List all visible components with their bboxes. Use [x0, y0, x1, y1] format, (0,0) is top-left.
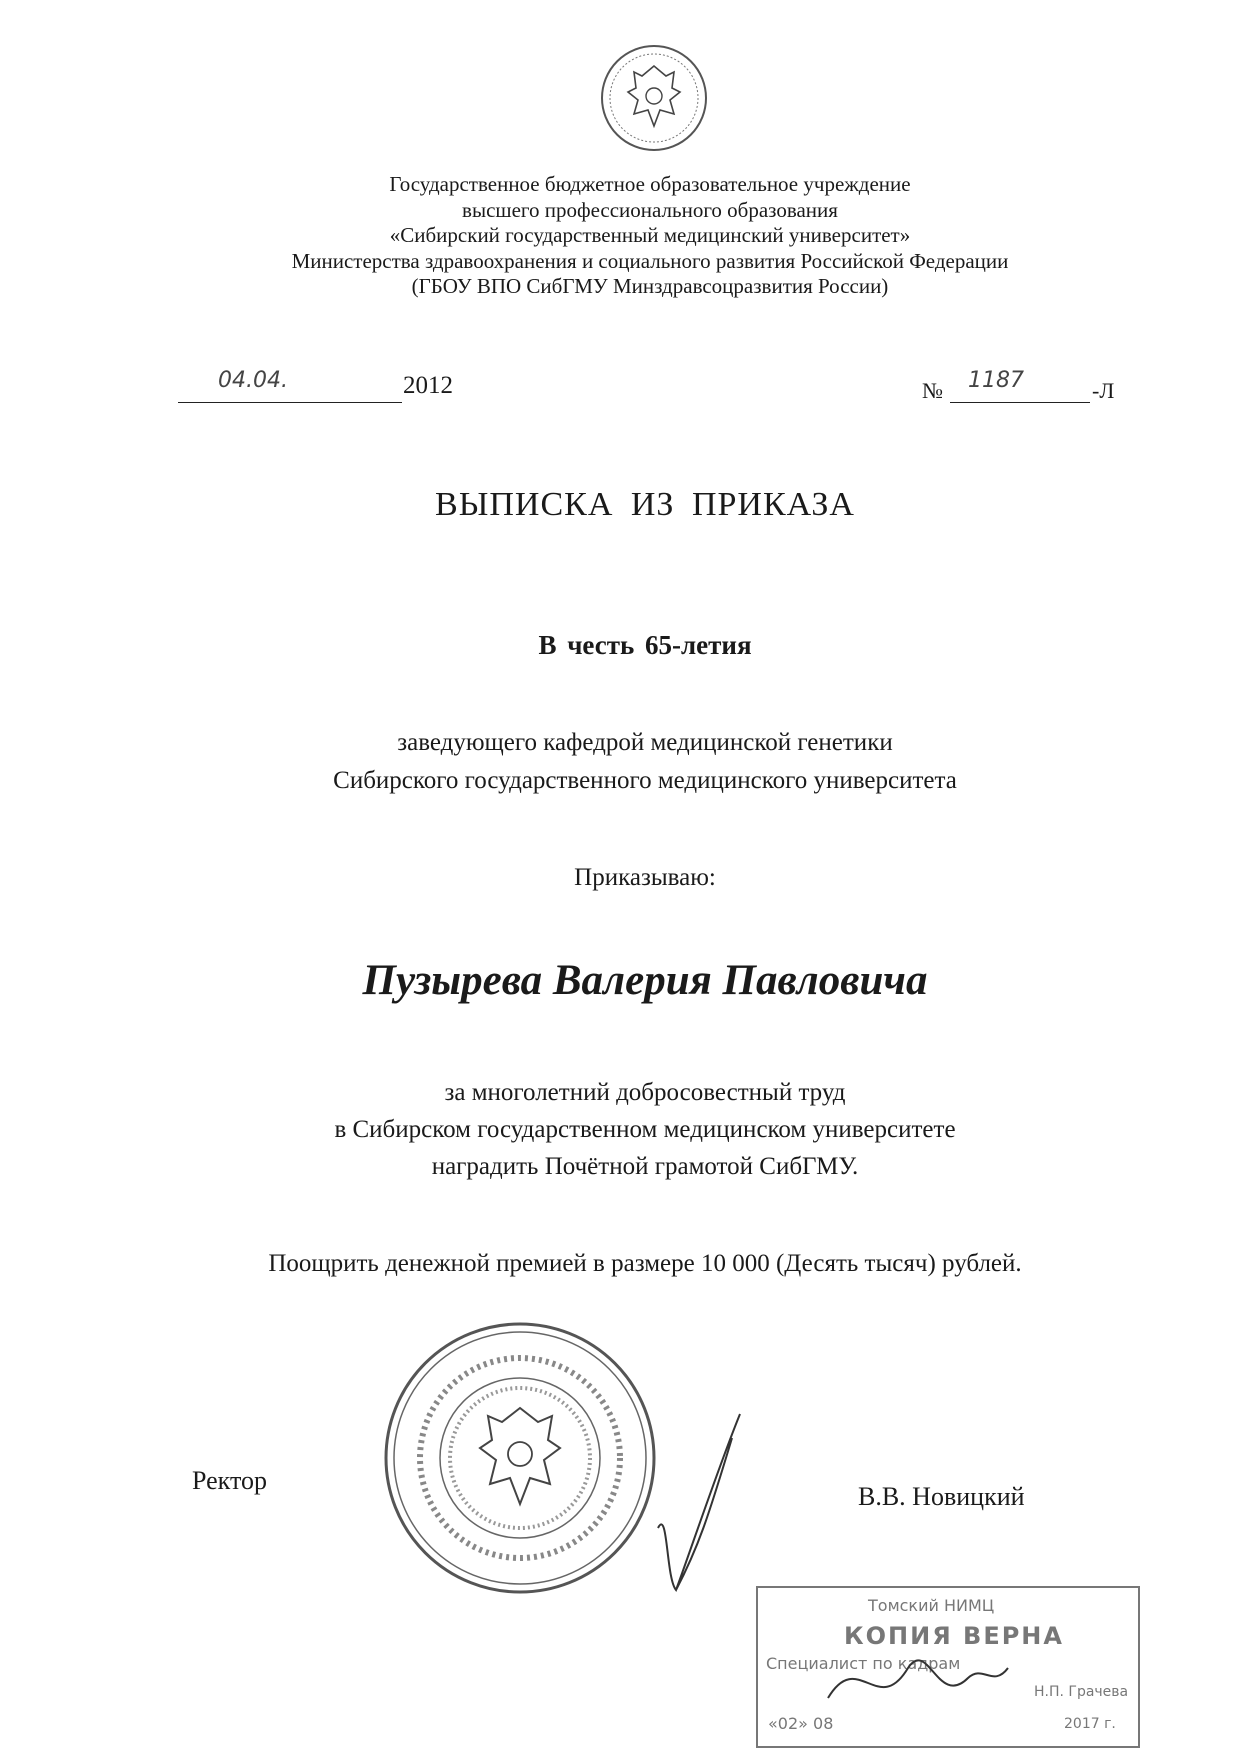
- reason-line: за многолетний добросовестный труд: [444, 1079, 846, 1106]
- header-line: «Сибирский государственный медицинский университет»: [389, 223, 911, 247]
- stamp-label: КОПИЯ ВЕРНА: [844, 1622, 1064, 1650]
- date-year: 2012: [403, 372, 453, 399]
- reason-line: в Сибирском государственном медицинском университете: [334, 1116, 956, 1143]
- header-line: высшего профессионального образования: [462, 197, 838, 222]
- header-line: Государственное бюджетное образовательное учреждение: [389, 172, 911, 196]
- position-line: заведующего кафедрой медицинской генетики: [397, 729, 893, 756]
- header-line: Министерства здравоохранения и социального развития Российской Федерации: [291, 248, 1009, 273]
- order-word: Приказываю:: [574, 864, 716, 891]
- bonus-text: Поощрить денежной премией в размере 10 000 (Десять тысяч) рублей.: [268, 1250, 1022, 1277]
- number-sign: №: [922, 378, 943, 403]
- position-line: Сибирского государственного медицинского университета: [333, 767, 957, 794]
- document-title: ВЫПИСКА ИЗ ПРИКАЗА: [435, 486, 855, 523]
- institution-header: [200, 172, 1100, 300]
- stamp-signature-icon: [818, 1628, 1018, 1728]
- stamp-signer-name: Н.П. Грачева: [1034, 1684, 1129, 1700]
- date-handwritten: 04.04.: [218, 368, 288, 393]
- copy-certification-stamp: [756, 1586, 1140, 1748]
- rector-name: В.В. Новицкий: [858, 1482, 1025, 1511]
- number-suffix: -Л: [1092, 378, 1115, 403]
- stamp-specialist: Специалист по кадрам: [766, 1654, 961, 1673]
- reason-line: наградить Почётной грамотой СибГМУ.: [431, 1153, 859, 1180]
- rector-title: Ректор: [192, 1466, 267, 1495]
- emblem-seal-icon: [598, 42, 710, 154]
- position-text: [0, 724, 1240, 800]
- stamp-date: «02» 08: [768, 1714, 834, 1733]
- official-seal-icon: [380, 1318, 660, 1598]
- rector-signature-icon: [648, 1408, 748, 1598]
- header-line: (ГБОУ ВПО СибГМУ Минздравсоцразвития России): [411, 274, 889, 298]
- stamp-organization: Томский НИМЦ: [868, 1596, 995, 1615]
- reason-text: [0, 1074, 1240, 1185]
- date-field: [178, 368, 402, 403]
- number-handwritten: 1187: [968, 368, 1024, 393]
- person-name: Пузырева Валерия Павловича: [362, 957, 928, 1004]
- honor-line: В честь 65-летия: [538, 630, 752, 660]
- stamp-year: 2017 г.: [1064, 1716, 1116, 1732]
